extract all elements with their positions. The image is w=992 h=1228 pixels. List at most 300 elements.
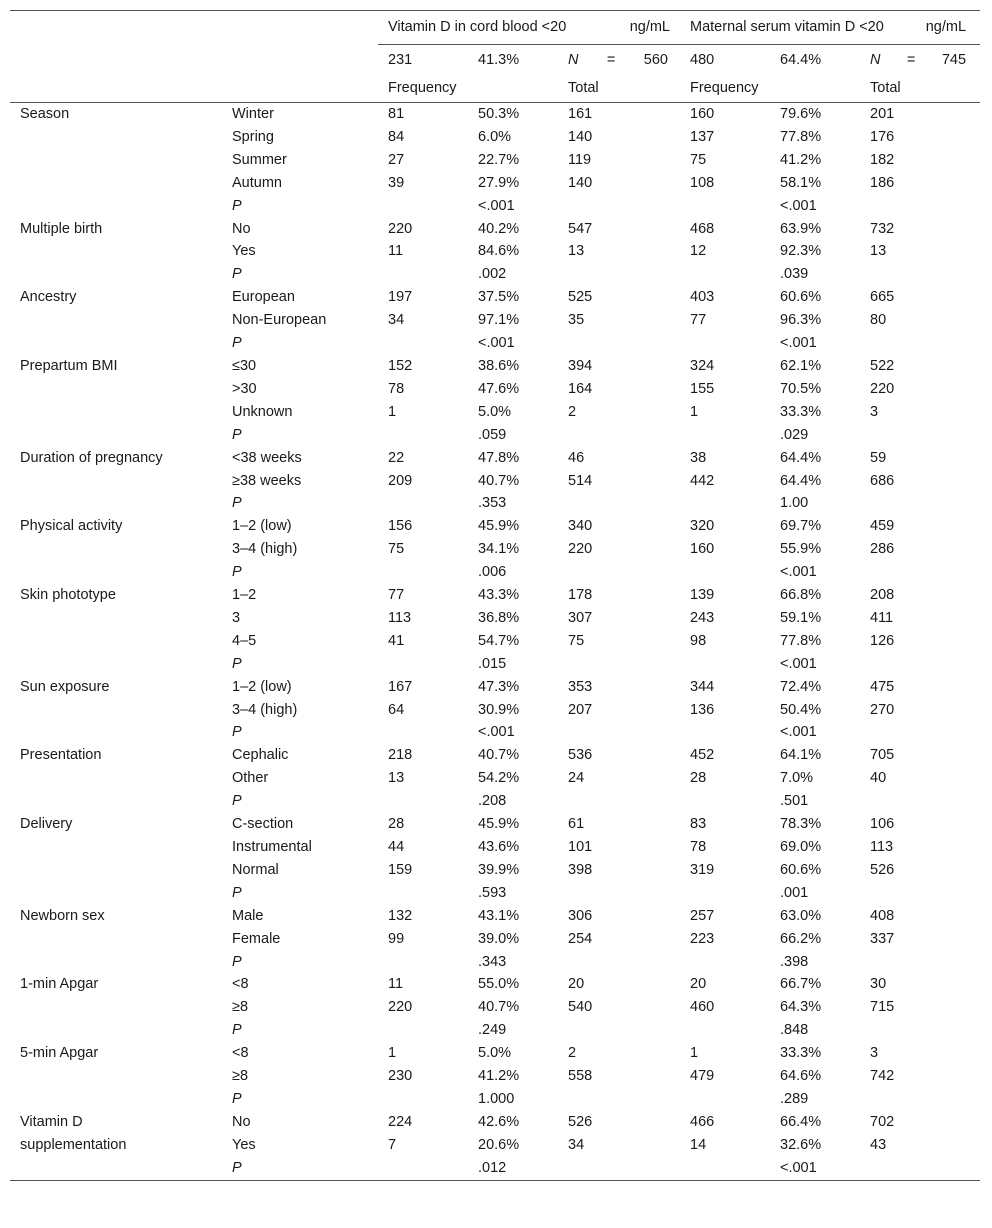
table-row bbox=[10, 126, 980, 149]
cord-percent-cell: 36.8% bbox=[478, 609, 520, 626]
p-value-label: P bbox=[232, 495, 242, 512]
table-row bbox=[10, 607, 980, 630]
table-row bbox=[10, 515, 980, 538]
cord-percent-cell: 5.0% bbox=[478, 403, 512, 420]
cord-percent-cell: 45.9% bbox=[478, 518, 520, 535]
maternal-percent-cell: 59.1% bbox=[780, 609, 822, 626]
category-label: No bbox=[232, 220, 251, 237]
maternal-frequency-cell bbox=[680, 332, 780, 355]
maternal-total-cell: 3 bbox=[870, 403, 879, 420]
maternal-percent-cell: 64.1% bbox=[780, 747, 822, 764]
variable-label: Newborn sex bbox=[20, 907, 105, 924]
table-row bbox=[10, 951, 980, 974]
variable-label: Sun exposure bbox=[20, 678, 110, 695]
cord-total-cell: 140 bbox=[568, 174, 593, 191]
table-row bbox=[10, 744, 980, 767]
cord-frequency-cell: 132 bbox=[388, 907, 413, 924]
table-row bbox=[10, 538, 980, 561]
cord-frequency-cell: 197 bbox=[388, 289, 413, 306]
cord-frequency-cell bbox=[378, 1157, 478, 1180]
maternal-total-cell: 186 bbox=[870, 174, 895, 191]
variable-label-empty bbox=[10, 607, 232, 630]
maternal-total-cell bbox=[870, 263, 980, 286]
variable-label: 1-min Apgar bbox=[20, 976, 99, 993]
group2-pct: 64.4% bbox=[780, 52, 822, 68]
variable-label-empty bbox=[10, 882, 232, 905]
variable-label-empty bbox=[10, 630, 232, 653]
category-label: ≤30 bbox=[232, 357, 257, 374]
maternal-total-cell: 286 bbox=[870, 541, 895, 558]
cord-frequency-cell bbox=[378, 424, 478, 447]
cord-total-cell bbox=[568, 263, 680, 286]
cord-total-cell: 220 bbox=[568, 541, 593, 558]
cord-percent-cell: 54.2% bbox=[478, 770, 520, 787]
maternal-frequency-cell: 155 bbox=[690, 380, 715, 397]
cord-total-cell: 547 bbox=[568, 220, 593, 237]
variable-label-empty bbox=[10, 263, 232, 286]
table-body bbox=[10, 103, 980, 1181]
variable-label: 5-min Apgar bbox=[20, 1045, 99, 1062]
cord-total-cell: 46 bbox=[568, 449, 585, 466]
p-value-label: P bbox=[232, 953, 242, 970]
category-label: 4–5 bbox=[232, 632, 257, 649]
cord-frequency-cell: 1 bbox=[388, 403, 397, 420]
cord-frequency-cell bbox=[378, 721, 478, 744]
cord-frequency-cell: 13 bbox=[388, 770, 405, 787]
cord-frequency-cell bbox=[378, 561, 478, 584]
maternal-percent-cell: .398 bbox=[780, 953, 809, 970]
maternal-percent-cell: 7.0% bbox=[780, 770, 814, 787]
maternal-percent-cell: 50.4% bbox=[780, 701, 822, 718]
cord-total-cell: 514 bbox=[568, 472, 593, 489]
cord-total-cell: 161 bbox=[568, 106, 593, 122]
cord-frequency-cell: 78 bbox=[388, 380, 405, 397]
cord-percent-cell: .208 bbox=[478, 793, 507, 810]
table-row bbox=[10, 378, 980, 401]
group2-unit: ng/mL bbox=[925, 19, 967, 35]
table-row bbox=[10, 676, 980, 699]
maternal-frequency-cell: 452 bbox=[690, 747, 715, 764]
cord-frequency-cell: 224 bbox=[388, 1113, 413, 1130]
cord-percent-cell: 41.2% bbox=[478, 1068, 520, 1085]
variable-label-empty bbox=[10, 951, 232, 974]
maternal-total-cell bbox=[870, 951, 980, 974]
group2-frequency-label: Frequency bbox=[690, 80, 759, 96]
maternal-frequency-cell: 108 bbox=[690, 174, 715, 191]
maternal-frequency-cell bbox=[680, 1157, 780, 1180]
group1-title: Vitamin D in cord blood <20 bbox=[388, 19, 567, 35]
maternal-total-cell: 3 bbox=[870, 1045, 879, 1062]
maternal-percent-cell: 66.8% bbox=[780, 587, 822, 604]
cord-percent-cell: <.001 bbox=[478, 724, 515, 741]
table-row bbox=[10, 103, 980, 126]
maternal-percent-cell: 77.8% bbox=[780, 632, 822, 649]
maternal-frequency-cell: 257 bbox=[690, 907, 715, 924]
maternal-total-cell bbox=[870, 721, 980, 744]
maternal-total-cell: 270 bbox=[870, 701, 895, 718]
cord-percent-cell: 43.1% bbox=[478, 907, 520, 924]
maternal-percent-cell: 64.4% bbox=[780, 472, 822, 489]
cord-frequency-cell: 156 bbox=[388, 518, 413, 535]
variable-label-empty bbox=[10, 332, 232, 355]
maternal-percent-cell: 60.6% bbox=[780, 289, 822, 306]
variable-label-empty bbox=[10, 126, 232, 149]
cord-total-cell bbox=[568, 882, 680, 905]
maternal-frequency-cell: 460 bbox=[690, 999, 715, 1016]
maternal-total-cell: 742 bbox=[870, 1068, 895, 1085]
table-row bbox=[10, 447, 980, 470]
variable-label-empty bbox=[10, 1157, 232, 1180]
header-row-labels bbox=[10, 75, 980, 103]
maternal-frequency-cell bbox=[680, 1088, 780, 1111]
cord-percent-cell: 30.9% bbox=[478, 701, 520, 718]
cord-percent-cell: 42.6% bbox=[478, 1113, 520, 1130]
maternal-percent-cell: .501 bbox=[780, 793, 809, 810]
cord-total-cell bbox=[568, 1019, 680, 1042]
maternal-frequency-cell: 77 bbox=[690, 312, 707, 329]
category-label: Normal bbox=[232, 861, 279, 878]
variable-label-empty bbox=[10, 653, 232, 676]
p-value-label: P bbox=[232, 335, 242, 352]
group2-title: Maternal serum vitamin D <20 bbox=[690, 19, 884, 35]
cord-frequency-cell: 220 bbox=[388, 999, 413, 1016]
category-label: ≥8 bbox=[232, 1068, 249, 1085]
variable-label: Skin phototype bbox=[20, 587, 116, 604]
cord-frequency-cell: 230 bbox=[388, 1068, 413, 1085]
table-row bbox=[10, 149, 980, 172]
group2-count: 480 bbox=[690, 52, 715, 68]
category-label: 3–4 (high) bbox=[232, 701, 298, 718]
cord-total-cell bbox=[568, 951, 680, 974]
p-value-label: P bbox=[232, 1022, 242, 1039]
maternal-frequency-cell bbox=[680, 424, 780, 447]
maternal-percent-cell: <.001 bbox=[780, 655, 817, 672]
maternal-frequency-cell: 442 bbox=[690, 472, 715, 489]
cord-total-cell bbox=[568, 492, 680, 515]
category-label: ≥38 weeks bbox=[232, 472, 302, 489]
maternal-percent-cell: 77.8% bbox=[780, 128, 822, 145]
table-row bbox=[10, 492, 980, 515]
table-row bbox=[10, 218, 980, 241]
maternal-frequency-cell: 403 bbox=[690, 289, 715, 306]
cord-frequency-cell bbox=[378, 263, 478, 286]
maternal-total-cell: 106 bbox=[870, 816, 895, 833]
maternal-frequency-cell: 223 bbox=[690, 930, 715, 947]
cord-frequency-cell bbox=[378, 790, 478, 813]
maternal-percent-cell: <.001 bbox=[780, 1159, 817, 1176]
cord-frequency-cell: 44 bbox=[388, 839, 405, 855]
maternal-percent-cell: 66.4% bbox=[780, 1113, 822, 1130]
cord-frequency-cell bbox=[378, 195, 478, 218]
table-row bbox=[10, 973, 980, 996]
maternal-percent-cell: 72.4% bbox=[780, 678, 822, 695]
maternal-frequency-cell: 344 bbox=[690, 678, 715, 695]
variable-label-empty bbox=[10, 401, 232, 424]
maternal-total-cell bbox=[870, 1088, 980, 1111]
cord-percent-cell: .593 bbox=[478, 884, 507, 901]
cord-frequency-cell: 11 bbox=[388, 976, 404, 993]
maternal-frequency-cell bbox=[680, 882, 780, 905]
table-row bbox=[10, 653, 980, 676]
cord-percent-cell: 47.8% bbox=[478, 449, 520, 466]
maternal-total-cell: 411 bbox=[870, 609, 894, 626]
maternal-percent-cell: 64.4% bbox=[780, 449, 822, 466]
maternal-total-cell: 220 bbox=[870, 380, 895, 397]
maternal-total-cell bbox=[870, 1157, 980, 1180]
cord-frequency-cell bbox=[378, 332, 478, 355]
cord-percent-cell: <.001 bbox=[478, 335, 515, 352]
cord-total-cell: 13 bbox=[568, 243, 585, 260]
cord-percent-cell: 6.0% bbox=[478, 128, 512, 145]
category-label: Instrumental bbox=[232, 839, 312, 855]
maternal-frequency-cell: 14 bbox=[690, 1136, 707, 1153]
cord-frequency-cell: 167 bbox=[388, 678, 413, 695]
maternal-percent-cell: 33.3% bbox=[780, 403, 822, 420]
variable-label-empty bbox=[10, 424, 232, 447]
cord-percent-cell: 50.3% bbox=[478, 106, 520, 122]
maternal-total-cell: 408 bbox=[870, 907, 895, 924]
cord-total-cell bbox=[568, 790, 680, 813]
cord-frequency-cell: 7 bbox=[388, 1136, 397, 1153]
maternal-frequency-cell: 320 bbox=[690, 518, 715, 535]
cord-percent-cell: 55.0% bbox=[478, 976, 520, 993]
cord-frequency-cell: 209 bbox=[388, 472, 413, 489]
maternal-frequency-cell bbox=[680, 951, 780, 974]
category-label: <38 weeks bbox=[232, 449, 302, 466]
group1-n bbox=[568, 45, 680, 76]
category-label: Autumn bbox=[232, 174, 282, 191]
cord-percent-cell: 20.6% bbox=[478, 1136, 520, 1153]
cord-frequency-cell: 159 bbox=[388, 861, 413, 878]
maternal-frequency-cell bbox=[680, 790, 780, 813]
maternal-percent-cell: 32.6% bbox=[780, 1136, 822, 1153]
cord-total-cell: 558 bbox=[568, 1068, 593, 1085]
header-row-totals bbox=[10, 45, 980, 76]
cord-total-cell: 20 bbox=[568, 976, 585, 993]
maternal-percent-cell: .029 bbox=[780, 426, 809, 443]
maternal-total-cell: 80 bbox=[870, 312, 887, 329]
maternal-percent-cell: .289 bbox=[780, 1090, 809, 1107]
cord-total-cell: 2 bbox=[568, 1045, 577, 1062]
maternal-percent-cell: 41.2% bbox=[780, 151, 822, 168]
variable-label-empty bbox=[10, 1019, 232, 1042]
category-label: Unknown bbox=[232, 403, 293, 420]
cord-frequency-cell: 84 bbox=[388, 128, 405, 145]
cord-frequency-cell bbox=[378, 1019, 478, 1042]
category-label: Spring bbox=[232, 128, 274, 145]
table-row bbox=[10, 630, 980, 653]
cord-total-cell bbox=[568, 721, 680, 744]
cord-frequency-cell bbox=[378, 882, 478, 905]
maternal-percent-cell: 63.9% bbox=[780, 220, 822, 237]
table-row bbox=[10, 561, 980, 584]
cord-total-cell bbox=[568, 1157, 680, 1180]
maternal-total-cell bbox=[870, 653, 980, 676]
table-row bbox=[10, 1111, 980, 1134]
maternal-total-cell bbox=[870, 424, 980, 447]
table-row bbox=[10, 905, 980, 928]
maternal-percent-cell: 66.7% bbox=[780, 976, 822, 993]
maternal-percent-cell: 79.6% bbox=[780, 106, 822, 122]
table-row bbox=[10, 836, 980, 859]
cord-total-cell: 35 bbox=[568, 312, 585, 329]
cord-frequency-cell: 75 bbox=[388, 541, 405, 558]
table-row bbox=[10, 584, 980, 607]
maternal-frequency-cell: 324 bbox=[690, 357, 715, 374]
p-value-label: P bbox=[232, 1159, 242, 1176]
variable-label-empty bbox=[10, 859, 232, 882]
cord-percent-cell: 40.7% bbox=[478, 999, 520, 1016]
cord-percent-cell: 45.9% bbox=[478, 816, 520, 833]
category-label: ≥8 bbox=[232, 999, 249, 1016]
maternal-total-cell: 13 bbox=[870, 243, 887, 260]
cord-frequency-cell: 99 bbox=[388, 930, 405, 947]
variable-label-empty bbox=[10, 538, 232, 561]
maternal-total-cell: 702 bbox=[870, 1113, 895, 1130]
maternal-total-cell: 208 bbox=[870, 587, 895, 604]
table-row bbox=[10, 1042, 980, 1065]
maternal-percent-cell: 70.5% bbox=[780, 380, 822, 397]
cord-frequency-cell bbox=[378, 1088, 478, 1111]
data-table bbox=[10, 10, 980, 1181]
cord-percent-cell: 27.9% bbox=[478, 174, 520, 191]
maternal-frequency-cell: 160 bbox=[690, 106, 715, 122]
cord-total-cell: 75 bbox=[568, 632, 585, 649]
variable-label-empty bbox=[10, 1065, 232, 1088]
category-label: 1–2 (low) bbox=[232, 518, 292, 535]
cord-total-cell: 140 bbox=[568, 128, 593, 145]
cord-percent-cell: 47.3% bbox=[478, 678, 520, 695]
variable-label: Multiple birth bbox=[20, 220, 103, 237]
cord-frequency-cell: 220 bbox=[388, 220, 413, 237]
maternal-total-cell: 43 bbox=[870, 1136, 887, 1153]
table-row bbox=[10, 1088, 980, 1111]
cord-percent-cell: 43.6% bbox=[478, 839, 520, 855]
maternal-total-cell: 126 bbox=[870, 632, 895, 649]
category-label: Other bbox=[232, 770, 269, 787]
p-value-label: P bbox=[232, 564, 242, 581]
category-label: <8 bbox=[232, 1045, 249, 1062]
maternal-frequency-cell: 12 bbox=[690, 243, 707, 260]
maternal-total-cell bbox=[870, 195, 980, 218]
maternal-percent-cell: 33.3% bbox=[780, 1045, 822, 1062]
group1-pct: 41.3% bbox=[478, 52, 520, 68]
cord-total-cell: 353 bbox=[568, 678, 593, 695]
variable-label: Physical activity bbox=[20, 518, 123, 535]
maternal-percent-cell: <.001 bbox=[780, 564, 817, 581]
maternal-frequency-cell bbox=[680, 263, 780, 286]
variable-label-empty bbox=[10, 790, 232, 813]
maternal-percent-cell: .001 bbox=[780, 884, 809, 901]
table-row bbox=[10, 928, 980, 951]
cord-percent-cell: 38.6% bbox=[478, 357, 520, 374]
cord-percent-cell: 34.1% bbox=[478, 541, 520, 558]
cord-percent-cell: 37.5% bbox=[478, 289, 520, 306]
cord-total-cell: 306 bbox=[568, 907, 593, 924]
maternal-total-cell: 459 bbox=[870, 518, 895, 535]
p-value-label: P bbox=[232, 884, 242, 901]
maternal-frequency-cell: 139 bbox=[690, 587, 715, 604]
maternal-total-cell: 30 bbox=[870, 976, 887, 993]
maternal-total-cell: 337 bbox=[870, 930, 895, 947]
p-value-label: P bbox=[232, 724, 242, 741]
cord-total-cell bbox=[568, 561, 680, 584]
cord-total-cell bbox=[568, 332, 680, 355]
maternal-frequency-cell bbox=[680, 561, 780, 584]
cord-frequency-cell: 27 bbox=[388, 151, 405, 168]
maternal-frequency-cell: 38 bbox=[690, 449, 707, 466]
maternal-total-cell bbox=[870, 790, 980, 813]
cord-percent-cell: 40.7% bbox=[478, 747, 520, 764]
variable-label-empty bbox=[10, 378, 232, 401]
cord-percent-cell: .006 bbox=[478, 564, 507, 581]
cord-frequency-cell: 77 bbox=[388, 587, 405, 604]
variable-label-empty bbox=[10, 492, 232, 515]
maternal-frequency-cell: 468 bbox=[690, 220, 715, 237]
maternal-percent-cell: 69.0% bbox=[780, 839, 822, 855]
group1-n-value: 560 bbox=[643, 52, 668, 68]
group1-n-eq: = bbox=[606, 52, 616, 68]
maternal-total-cell: 201 bbox=[870, 106, 895, 122]
maternal-total-cell: 715 bbox=[870, 999, 895, 1016]
maternal-frequency-cell bbox=[680, 653, 780, 676]
cord-percent-cell: .012 bbox=[478, 1159, 507, 1176]
category-label: Male bbox=[232, 907, 264, 924]
cord-percent-cell: 39.0% bbox=[478, 930, 520, 947]
variable-label-empty bbox=[10, 721, 232, 744]
variable-label-empty bbox=[10, 149, 232, 172]
variable-label-empty bbox=[10, 996, 232, 1019]
variable-label-empty bbox=[10, 928, 232, 951]
variable-label: Delivery bbox=[20, 816, 73, 833]
cord-percent-cell: .002 bbox=[478, 266, 507, 283]
maternal-total-cell: 686 bbox=[870, 472, 895, 489]
cord-total-cell: 398 bbox=[568, 861, 593, 878]
variable-label-empty bbox=[10, 767, 232, 790]
category-label: Non-European bbox=[232, 312, 327, 329]
cord-total-cell: 178 bbox=[568, 587, 593, 604]
category-label: <8 bbox=[232, 976, 249, 993]
maternal-total-cell: 705 bbox=[870, 747, 895, 764]
maternal-total-cell: 176 bbox=[870, 128, 895, 145]
variable-label-empty bbox=[10, 1088, 232, 1111]
table-row bbox=[10, 240, 980, 263]
p-value-label: P bbox=[232, 655, 242, 672]
cord-total-cell: 340 bbox=[568, 518, 593, 535]
maternal-frequency-cell bbox=[680, 195, 780, 218]
cord-frequency-cell bbox=[378, 653, 478, 676]
variable-label-empty bbox=[10, 699, 232, 722]
maternal-frequency-cell: 319 bbox=[690, 861, 715, 878]
table-row bbox=[10, 996, 980, 1019]
maternal-frequency-cell: 75 bbox=[690, 151, 707, 168]
cord-percent-cell: .015 bbox=[478, 655, 507, 672]
group2-n-eq: = bbox=[906, 52, 916, 68]
maternal-total-cell: 665 bbox=[870, 289, 895, 306]
p-value-label: P bbox=[232, 793, 242, 810]
cord-percent-cell: 47.6% bbox=[478, 380, 520, 397]
variable-label-empty bbox=[10, 195, 232, 218]
table-row bbox=[10, 401, 980, 424]
table-row bbox=[10, 172, 980, 195]
maternal-percent-cell: <.001 bbox=[780, 335, 817, 352]
cord-frequency-cell: 152 bbox=[388, 357, 413, 374]
maternal-frequency-cell bbox=[680, 721, 780, 744]
maternal-total-cell bbox=[870, 492, 980, 515]
cord-frequency-cell: 1 bbox=[388, 1045, 397, 1062]
variable-label-empty bbox=[10, 470, 232, 493]
table-row bbox=[10, 767, 980, 790]
